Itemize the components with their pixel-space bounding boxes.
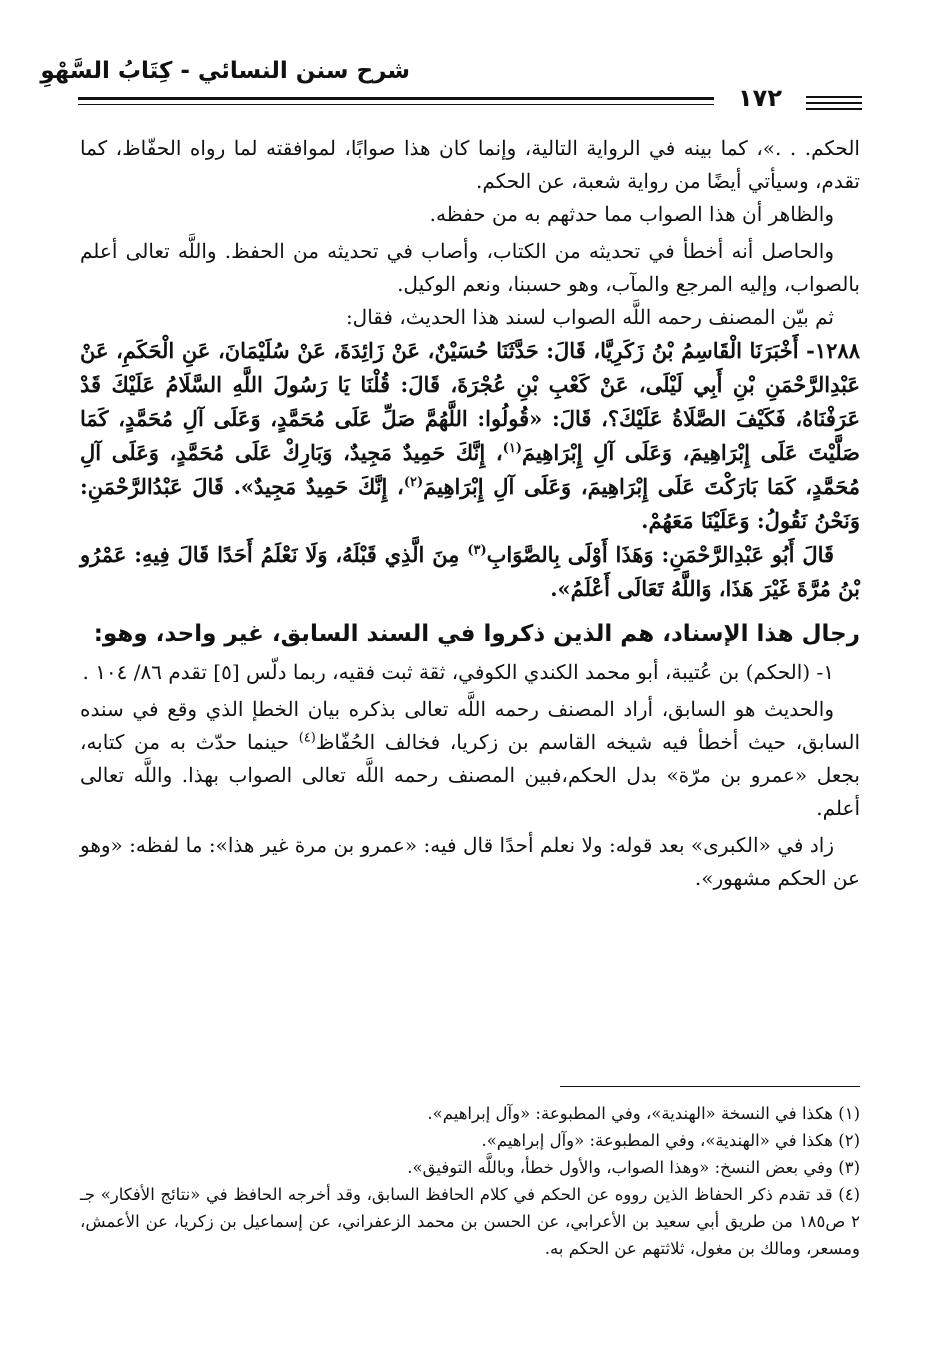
footnotes [80, 1100, 860, 1262]
hadith-comment-a: قَالَ أَبُو عَبْدِالرَّحْمَنِ: وَهَذَا أَوْلَى بِالصَّوَابِ [486, 542, 835, 567]
footnote-ref-1: (١) [502, 441, 522, 456]
hadith-text-c: ، إِنَّكَ حَمِيدٌ مَجِيدٌ». قَالَ عَبْدُالرَّحْمَنِ: وَنَحْنُ نَقُولُ: وَعَلَيْنَا مَعَهُمْ. [80, 474, 860, 533]
header-rule-thin [78, 104, 714, 105]
paragraph-3: والحاصل أنه أخطأ في تحديثه من الكتاب، وأصاب في تحديثه من الحفظ. واللَّه تعالى أعلم بالصواب، وإليه المرجع والمآب، وهو حسبنا، ونعم الوكيل. [80, 239, 860, 296]
page-number-ornament [806, 96, 862, 114]
footnote-3: (٣) وفي بعض النسخ: «وهذا الصواب، والأول خطأ، وباللَّه التوفيق». [407, 1158, 860, 1177]
hadith-comment-b: مِنَ الَّذِي قَبْلَهُ، وَلَا نَعْلَمُ أَحَدًا قَالَ فِيهِ: عَمْرُو بْنُ مُرَّةَ غَيْرَ هَذَا، وَاللَّهُ تَعَالَى أَعْلَمُ». [80, 542, 860, 601]
footnote-ref-3: (٣) [467, 543, 487, 558]
footnote-4: (٤) قد تقدم ذكر الحفاظ الذين رووه عن الحكم في كلام الحافظ السابق، وقد أخرجه الحافظ في «نتائج الأفكار» جـ ٢ ص١٨٥ من طريق أبي سعيد بن الأعرابي، عن الحسن بن محمد الزعفراني، عن إسماعيل بن زكريا، عن الأعمش، ومسعر، ومالك بن مغول، ثلاثتهم عن الحكم به. [80, 1185, 860, 1258]
section-heading: رجال هذا الإسناد، هم الذين ذكروا في السند السابق، غير واحد، وهو: [93, 621, 860, 647]
paragraph-1: الحكم. . .»، كما بينه في الرواية التالية، وإنما كان هذا صوابًا، لموافقته لما رواه الحفّاظ، كما تقدم، وسيأتي أيضًا من رواية شعبة، عن الحكم. [80, 136, 860, 193]
narrator-1: ١- (الحكم) بن عُتيبة، أبو محمد الكندي الكوفي، ثقة ثبت فقيه، ربما دلّس [٥] تقدم ٨٦/ ١٠٤ . [82, 660, 834, 684]
main-text [80, 132, 860, 895]
footnote-ref-4: (٤) [298, 730, 316, 746]
hadith-comment [80, 538, 860, 606]
hadith-text-b: ، إِنَّكَ حَمِيدٌ مَجِيدٌ، وَبَارِكْ عَلَى مُحَمَّدٍ، وَعَلَى آلِ مُحَمَّدٍ، كَمَا بَارَكْتَ عَلَى إِبْرَاهِيمَ، وَعَلَى آلِ إِبْرَاهِيمَ [80, 440, 861, 499]
paragraph-5 [80, 693, 860, 825]
page-number: ١٧٢ [738, 84, 782, 112]
header-rule-thick [78, 97, 714, 100]
paragraph-5-b: حينما حدّث به من كتابه، بجعل «عمرو بن مرّة» بدل الحكم،فبين المصنف رحمه اللَّه تعالى الصواب بهذا. واللَّه تعالى أعلم. [80, 730, 860, 820]
hadith-text-a: ١٢٨٨- أَخْبَرَنَا الْقَاسِمُ بْنُ زَكَرِيَّا، قَالَ: حَدَّثَنَا حُسَيْنٌ، عَنْ زَائِدَةَ، عَنْ سُلَيْمَانَ، عَنِ الْحَكَمِ، عَنْ عَبْدِالرَّحْمَنِ بْنِ أَبِي لَيْلَى، عَنْ كَعْبِ بْنِ عُجْرَةَ، قَالَ: قُلْنَا يَا رَسُولَ اللَّهِ السَّلَامُ عَلَيْكَ قَدْ عَرَفْنَاهُ، فَكَيْفَ الصَّلَاةُ عَلَيْكَ؟، قَالَ: «قُولُوا: اللَّهُمَّ صَلِّ عَلَى مُحَمَّدٍ، وَعَلَى آلِ مُحَمَّدٍ، كَمَا صَلَّيْتَ عَلَى إِبْرَاهِيمَ، وَعَلَى آلِ إِبْرَاهِيمَ [80, 338, 860, 465]
paragraph-6: زاد في «الكبرى» بعد قوله: ولا نعلم أحدًا قال فيه: «عمرو بن مرة غير هذا»: ما لفظه: «وهو عن الحكم مشهور». [80, 833, 860, 890]
running-title: شرح سنن النسائي - كِتَابُ السَّهْوِ [40, 58, 410, 84]
footnote-separator [560, 1086, 860, 1087]
hadith-1288 [80, 334, 860, 538]
footnote-1: (١) هكذا في النسخة «الهندية»، وفي المطبوعة: «وآل إبراهيم». [427, 1104, 860, 1123]
paragraph-5-a: والحديث هو السابق، أراد المصنف رحمه اللَّه تعالى بذكره بيان الخطإ الذي وقع في سنده السابق، حيث أخطأ فيه شيخه القاسم بن زكريا، فخالف الحُفّاظ [80, 697, 860, 754]
paragraph-4: ثم بيّن المصنف رحمه اللَّه الصواب لسند هذا الحديث، فقال: [345, 305, 834, 329]
footnote-ref-2: (٢) [403, 475, 424, 490]
footnote-2: (٢) هكذا في «الهندية»، وفي المطبوعة: «وآل إبراهيم». [481, 1131, 860, 1150]
paragraph-2: والظاهر أن هذا الصواب مما حدثهم به من حفظه. [429, 202, 834, 226]
